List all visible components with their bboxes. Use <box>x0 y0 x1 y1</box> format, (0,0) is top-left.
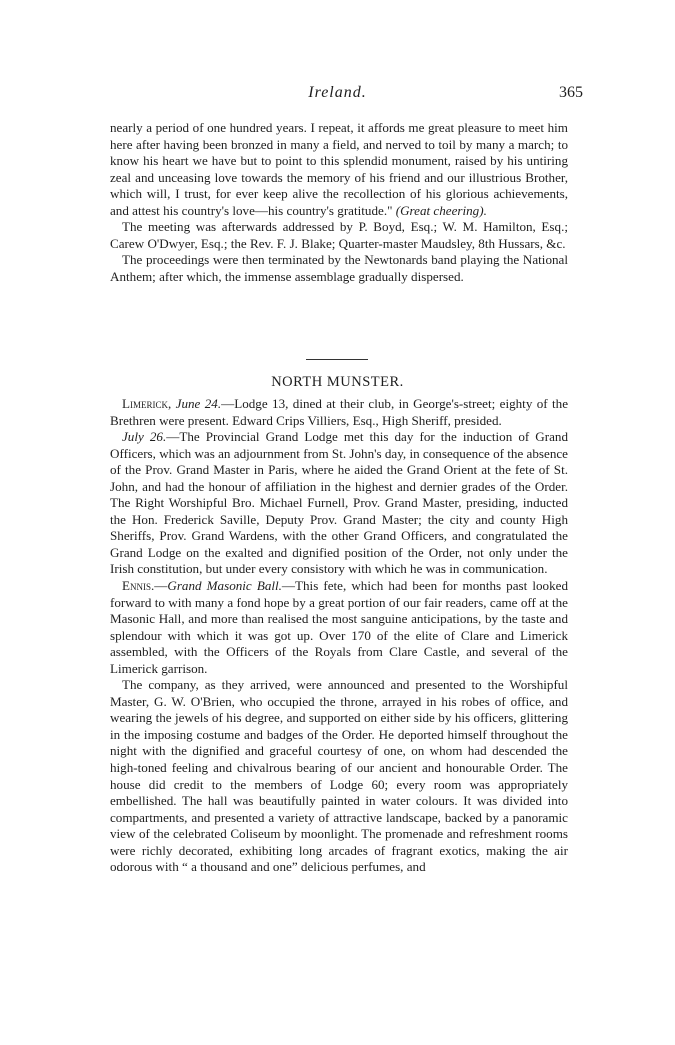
paragraph-limerick: Limerick, June 24.—Lodge 13, dined at their club, in George's-street; eighty of the Brethren were present. Edward Crips Villiers, Esq., High Sheriff, presided. <box>110 396 569 428</box>
paragraph-meeting-addressed: The meeting was afterwards addressed by P. Boyd, Esq.; W. M. Hamilton, Esq.; Carew O'Dwyer, Esq.; the Rev. F. J. Blake; Quarter-master Maudsley, 8th Hussars, &c. <box>110 219 568 251</box>
date-july: July 26. <box>122 429 167 445</box>
paragraph-proceedings: The proceedings were then terminated by the Newtonards band playing the National Anthem; after which, the immense assemblage gradually dispersed. <box>110 252 568 284</box>
paragraph-company: The company, as they arrived, were announced and presented to the Worshipful Master, G. W. O'Brien, who occupied the throne, arrayed in his robes of office, and wearing the jewels of his degree, and supported on either side by his officers, glittering in the imposing costume and badges of the Order. He deported himself throughout the night with the dignified and graceful courtesy of one, on whom had descended the high-toned feeling and chivalrous bearing of our ancient and honourable Order. The house did credit to the members of Lodge 60; every room was appropriately embellished. The hall was beautifully painted in water colours. It was divided into compartments, and presented a variety of attractive landscape, backed by a panoramic view of the celebrated Coliseum by moonlight. The promenade and refreshment rooms were richly decorated, exhibiting long arcades of fragrant exotics, making the air odorous with “ a thousand and one” delicious perfumes, and <box>110 677 568 875</box>
text-block-ireland <box>110 120 568 285</box>
ball-title: Grand Masonic Ball. <box>167 578 282 594</box>
place-ennis: Ennis. <box>122 578 155 594</box>
paragraph-july: July 26.—The Provincial Grand Lodge met this day for the induction of Grand Officers, which was an adjournment from St. John's day, in consequence of the absence of the Prov. Grand Master in Paris, where he aided the Grand Orient at the fete of St. John, and had the honour of affiliation in the highest and dernier grades of the Order. The Right Worshipful Bro. Michael Furnell, Prov. Grand Master, presiding, inducted the Hon. Frederick Saville, Deputy Prov. Grand Master; the city and county High Sheriffs, Prov. Grand Wardens, with the other Grand Officers, and congratulated the Grand Lodge on the exalted and dignified position of the Order, not only under the Irish constitution, but under every consistory with which he was in communication. <box>110 429 569 577</box>
paragraph-speech-end: nearly a period of one hundred years. I repeat, it affords me great pleasure to meet him here after having been bronzed in many a field, and nerved to toil by many a march; to know his heart we have but to point to this splendid monument, raised by his untiring zeal and unceasing love towards the memory of his friend and our illustrious Brother, which will, I trust, for ever keep alive the recollection of his glorious achievements, and attest his country's love—his country's gratitude." (Great cheering). <box>110 120 568 218</box>
place-limerick: Limerick, <box>122 396 172 411</box>
running-header: Ireland. <box>308 84 367 101</box>
text-block-north-munster <box>110 396 568 876</box>
section-title: NORTH MUNSTER. <box>271 374 404 390</box>
date-june: June 24. <box>175 396 222 411</box>
cheering-note: (Great cheering). <box>395 202 487 218</box>
page-number: 365 <box>559 84 583 101</box>
paragraph-ennis: Ennis.—Grand Masonic Ball.—This fete, which had been for months past looked forward to with many a fond hope by a great portion of our fair readers, came off at the Masonic Hall, and more than realised the most sanguine anticipations, by the taste and splendour with which it was got up. Over 170 of the elite of Clare and Limerick assembled, with the Officers of the Royals from Clare Castle, and several of the Limerick garrison. <box>110 578 568 676</box>
section-divider <box>306 359 368 360</box>
